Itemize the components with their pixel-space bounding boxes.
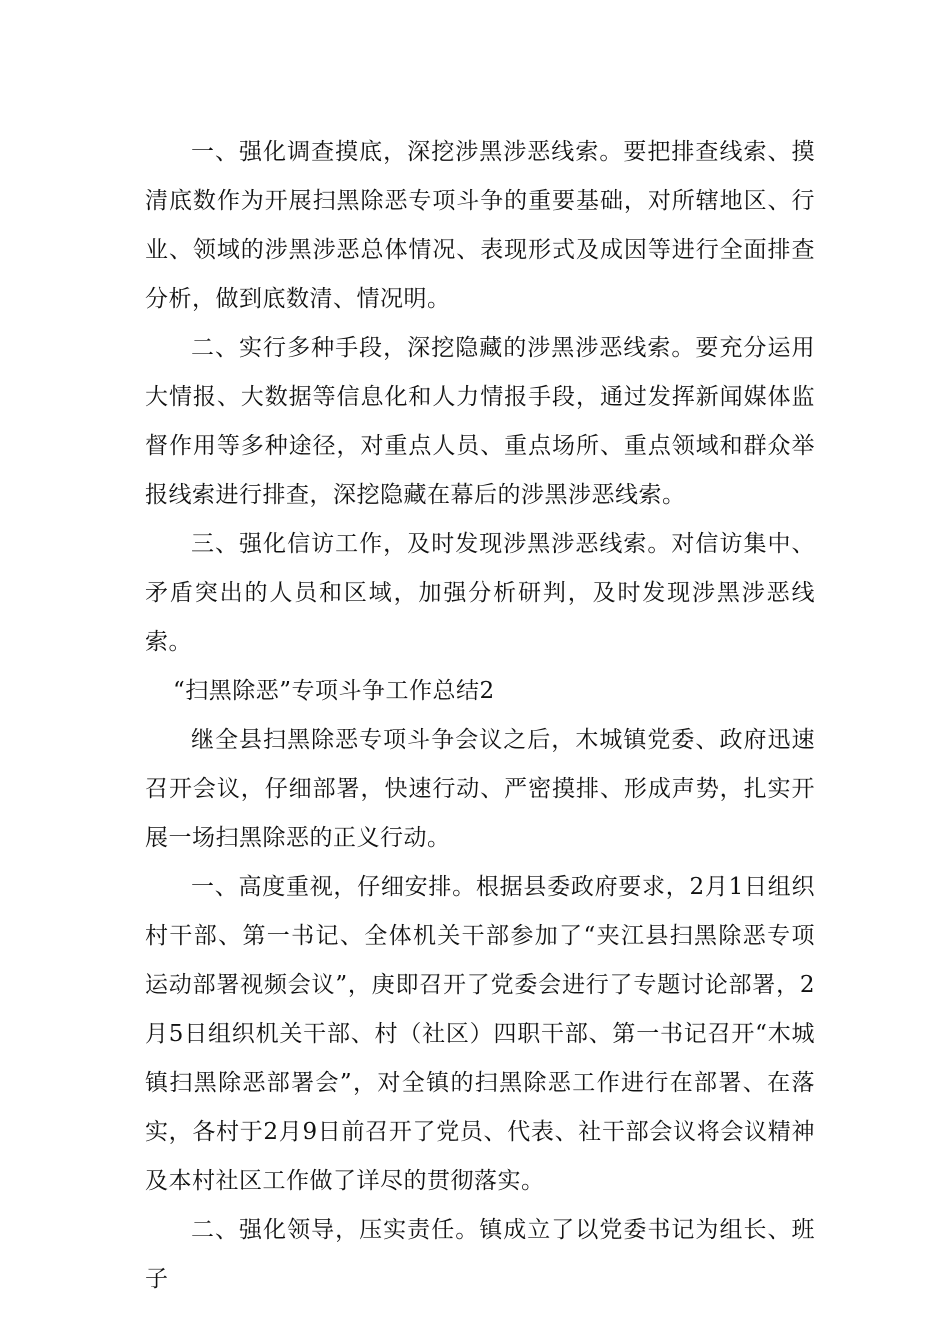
paragraph-5: 一、高度重视，仔细安排。根据县委政府要求，2月1日组织村干部、第一书记、全体机关干部参加了“夹江县扫黑除恶专项运动部署视频会议”，庚即召开了党委会进行了专题讨论部署，2月5日组织机关干部、村（社区）四职干部、第一书记召开“木城镇扫黑除恶部署会”，对全镇的扫黑除恶工作进行在部署、在落实，各村于2月9日前召开了党员、代表、社干部会议将会议精神及本村社区工作做了详尽的贯彻落实。 xyxy=(145,874,815,1194)
paragraph-3: 三、强化信访工作，及时发现涉黑涉恶线索。对信访集中、矛盾突出的人员和区域，加强分析研判，及时发现涉黑涉恶线索。 xyxy=(145,531,815,655)
paragraph-6: 二、强化领导，压实责任。镇成立了以党委书记为组长、班子 xyxy=(145,1217,815,1292)
paragraph-4: 继全县扫黑除恶专项斗争会议之后，木城镇党委、政府迅速召开会议，仔细部署，快速行动、严密摸排、形成声势，扎实开展一场扫黑除恶的正义行动。 xyxy=(145,727,815,851)
document-body xyxy=(145,128,815,1304)
section-title: “扫黑除恶”专项斗争工作总结2 xyxy=(173,678,495,704)
paragraph-2: 二、实行多种手段，深挖隐藏的涉黑涉恶线索。要充分运用大情报、大数据等信息化和人力情报手段，通过发挥新闻媒体监督作用等多种途径，对重点人员、重点场所、重点领域和群众举报线索进行排查，深挖隐藏在幕后的涉黑涉恶线索。 xyxy=(145,335,815,508)
paragraph-1: 一、强化调查摸底，深挖涉黑涉恶线索。要把排查线索、摸清底数作为开展扫黑除恶专项斗争的重要基础，对所辖地区、行业、领域的涉黑涉恶总体情况、表现形式及成因等进行全面排查分析，做到底数清、情况明。 xyxy=(145,139,815,312)
